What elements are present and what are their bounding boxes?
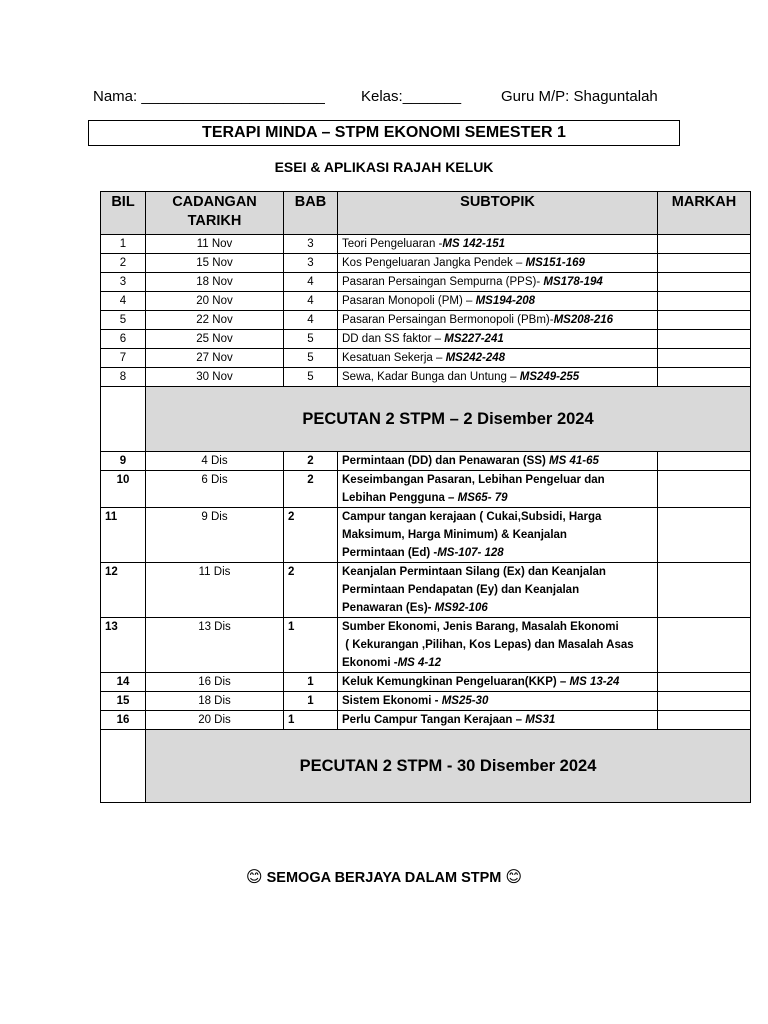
subtopik-text: Permintaan (Ed) - [342, 547, 438, 559]
header-markah: MARKAH [658, 192, 751, 235]
subtopik-text: Pasaran Persaingan Bermonopoli (PBm)- [342, 314, 554, 326]
row-subtopik [338, 273, 658, 292]
pecutan-band-row [101, 387, 751, 452]
subtopik-text: Sistem Ekonomi - [342, 695, 442, 707]
row-subtopik [338, 311, 658, 330]
row-tarikh: 20 Nov [146, 292, 284, 311]
row-tarikh: 30 Nov [146, 368, 284, 387]
page-ref: MS249-255 [519, 371, 580, 383]
row-subtopik [338, 673, 658, 692]
row-bab: 4 [284, 273, 338, 292]
row-markah [658, 692, 751, 711]
row-bil: 3 [101, 273, 146, 292]
subtopik-text: Kos Pengeluaran Jangka Pendek – [342, 257, 526, 269]
row-tarikh: 11 Dis [146, 563, 284, 618]
row-bil: 8 [101, 368, 146, 387]
table-row [101, 692, 751, 711]
row-subtopik [338, 452, 658, 471]
page-ref: MS 41-65 [549, 455, 599, 467]
row-markah [658, 673, 751, 692]
page-ref: MS151-169 [525, 257, 585, 269]
teacher-label: Guru M/P: Shaguntalah [501, 88, 658, 105]
page-ref: MS 142-151 [442, 238, 506, 250]
subtopik-text: Teori Pengeluaran - [342, 238, 443, 250]
subtopik-text: Pasaran Monopoli (PM) – [342, 295, 476, 307]
row-bil: 13 [101, 618, 146, 673]
row-bil: 7 [101, 349, 146, 368]
row-bab: 2 [284, 452, 338, 471]
row-bab: 1 [284, 711, 338, 730]
row-bil: 2 [101, 254, 146, 273]
table-row [101, 273, 751, 292]
row-bil: 10 [101, 471, 146, 508]
table-row [101, 508, 751, 563]
table-row [101, 368, 751, 387]
page-ref: MS31 [525, 714, 556, 726]
header-bab: BAB [284, 192, 338, 235]
page-ref: MS208-216 [553, 314, 614, 326]
row-tarikh: 13 Dis [146, 618, 284, 673]
header-bil: BIL [101, 192, 146, 235]
name-field-label: Nama: ______________________ [93, 88, 325, 105]
smiley-icon: 😊 [245, 869, 263, 886]
page-ref: MS65- 79 [457, 492, 508, 504]
page-ref: MS178-194 [543, 276, 603, 288]
row-bab: 5 [284, 349, 338, 368]
row-tarikh: 11 Nov [146, 235, 284, 254]
pecutan-banner-1: PECUTAN 2 STPM – 2 Disember 2024 [146, 387, 751, 452]
row-markah [658, 273, 751, 292]
row-bab: 2 [284, 508, 338, 563]
row-bil: 16 [101, 711, 146, 730]
subtopik-text: Ekonomi - [342, 657, 398, 669]
closing-message [0, 867, 768, 887]
row-subtopik [338, 563, 658, 618]
page-ref: MS242-248 [445, 352, 506, 364]
subtopik-text: Perlu Campur Tangan Kerajaan – [342, 714, 526, 726]
band-blank-cell [101, 730, 146, 803]
row-tarikh: 27 Nov [146, 349, 284, 368]
row-subtopik [338, 254, 658, 273]
row-markah [658, 330, 751, 349]
row-markah [658, 368, 751, 387]
class-field-label: Kelas:_______ [361, 88, 462, 105]
subtopik-text: Penawaran (Es)- [342, 602, 435, 614]
row-markah [658, 711, 751, 730]
row-subtopik [338, 349, 658, 368]
page-ref: MS 13-24 [569, 676, 620, 688]
row-tarikh: 16 Dis [146, 673, 284, 692]
row-markah [658, 254, 751, 273]
row-bab: 3 [284, 254, 338, 273]
page-ref: MS194-208 [475, 295, 536, 307]
table-row [101, 452, 751, 471]
subtopik-text: DD dan SS faktor – [342, 333, 445, 345]
row-subtopik [338, 330, 658, 349]
row-markah [658, 311, 751, 330]
row-bil: 14 [101, 673, 146, 692]
subtopik-text: Lebihan Pengguna – [342, 492, 458, 504]
row-bil: 4 [101, 292, 146, 311]
row-subtopik [338, 508, 658, 563]
table-row [101, 330, 751, 349]
table-row [101, 349, 751, 368]
subtopik-line: Permintaan Pendapatan (Ey) dan Keanjalan [342, 584, 580, 596]
row-bab: 2 [284, 471, 338, 508]
row-bab: 4 [284, 311, 338, 330]
row-markah [658, 471, 751, 508]
row-tarikh: 18 Dis [146, 692, 284, 711]
subtopik-text: Sewa, Kadar Bunga dan Untung – [342, 371, 520, 383]
row-bab: 5 [284, 368, 338, 387]
row-bil: 1 [101, 235, 146, 254]
subtopik-text: Keluk Kemungkinan Pengeluaran(KKP) – [342, 676, 570, 688]
row-markah [658, 563, 751, 618]
row-subtopik [338, 618, 658, 673]
row-markah [658, 292, 751, 311]
header-cadangan-tarikh: CADANGAN TARIKH [146, 192, 284, 235]
table-row [101, 711, 751, 730]
table-row [101, 292, 751, 311]
row-bil: 12 [101, 563, 146, 618]
row-tarikh: 6 Dis [146, 471, 284, 508]
subtopik-text: Pasaran Persaingan Sempurna (PPS)- [342, 276, 544, 288]
row-bil: 9 [101, 452, 146, 471]
pecutan-banner-2: PECUTAN 2 STPM - 30 Disember 2024 [146, 730, 751, 803]
row-tarikh: 20 Dis [146, 711, 284, 730]
row-subtopik [338, 471, 658, 508]
row-subtopik [338, 292, 658, 311]
row-tarikh: 18 Nov [146, 273, 284, 292]
row-markah [658, 452, 751, 471]
row-tarikh: 4 Dis [146, 452, 284, 471]
subtopik-line [342, 489, 653, 507]
page-ref: MS 4-12 [397, 657, 442, 669]
row-bil: 6 [101, 330, 146, 349]
table-row [101, 254, 751, 273]
page-ref: MS92-106 [434, 602, 488, 614]
document-title: TERAPI MINDA – STPM EKONOMI SEMESTER 1 [88, 120, 680, 146]
page-ref: MS227-241 [444, 333, 504, 345]
subtopik-line [342, 654, 653, 672]
row-markah [658, 235, 751, 254]
document-subtitle: ESEI & APLIKASI RAJAH KELUK [274, 159, 494, 175]
table-row [101, 235, 751, 254]
subtopik-text: Permintaan (DD) dan Penawaran (SS) [342, 455, 550, 467]
row-bab: 5 [284, 330, 338, 349]
subtopik-line: Campur tangan kerajaan ( Cukai,Subsidi, Harga [342, 511, 602, 523]
smiley-icon: 😊 [505, 869, 523, 886]
pecutan-band-row [101, 730, 751, 803]
schedule-table [100, 191, 751, 803]
band-blank-cell [101, 387, 146, 452]
row-tarikh: 9 Dis [146, 508, 284, 563]
subtopik-line: Maksimum, Harga Minimum) & Keanjalan [342, 529, 567, 541]
row-tarikh: 22 Nov [146, 311, 284, 330]
row-tarikh: 15 Nov [146, 254, 284, 273]
row-bil: 11 [101, 508, 146, 563]
subtopik-line: Sumber Ekonomi, Jenis Barang, Masalah Ekonomi [342, 621, 619, 633]
row-bab: 1 [284, 618, 338, 673]
table-row [101, 311, 751, 330]
row-subtopik [338, 368, 658, 387]
row-subtopik [338, 692, 658, 711]
table-header-row [101, 192, 751, 235]
row-bab: 4 [284, 292, 338, 311]
subtopik-line: ( Kekurangan ,Pilihan, Kos Lepas) dan Masalah Asas [342, 639, 634, 651]
header-subtopik: SUBTOPIK [338, 192, 658, 235]
page-ref: MS25-30 [441, 695, 489, 707]
closing-text: SEMOGA BERJAYA DALAM STPM [262, 870, 506, 886]
row-bab: 1 [284, 673, 338, 692]
row-subtopik [338, 235, 658, 254]
table-row [101, 563, 751, 618]
subtopik-line [342, 599, 653, 617]
table-row [101, 618, 751, 673]
row-bab: 3 [284, 235, 338, 254]
table-row [101, 471, 751, 508]
table-row [101, 673, 751, 692]
row-bil: 15 [101, 692, 146, 711]
row-bil: 5 [101, 311, 146, 330]
row-subtopik [338, 711, 658, 730]
subtopik-line: Keanjalan Permintaan Silang (Ex) dan Keanjalan [342, 566, 606, 578]
row-bab: 2 [284, 563, 338, 618]
page-ref: MS-107- 128 [437, 547, 504, 559]
row-tarikh: 25 Nov [146, 330, 284, 349]
row-markah [658, 349, 751, 368]
subtopik-line: Keseimbangan Pasaran, Lebihan Pengeluar dan [342, 474, 605, 486]
subtopik-line [342, 544, 653, 562]
row-bab: 1 [284, 692, 338, 711]
subtopik-text: Kesatuan Sekerja – [342, 352, 446, 364]
row-markah [658, 508, 751, 563]
row-markah [658, 618, 751, 673]
